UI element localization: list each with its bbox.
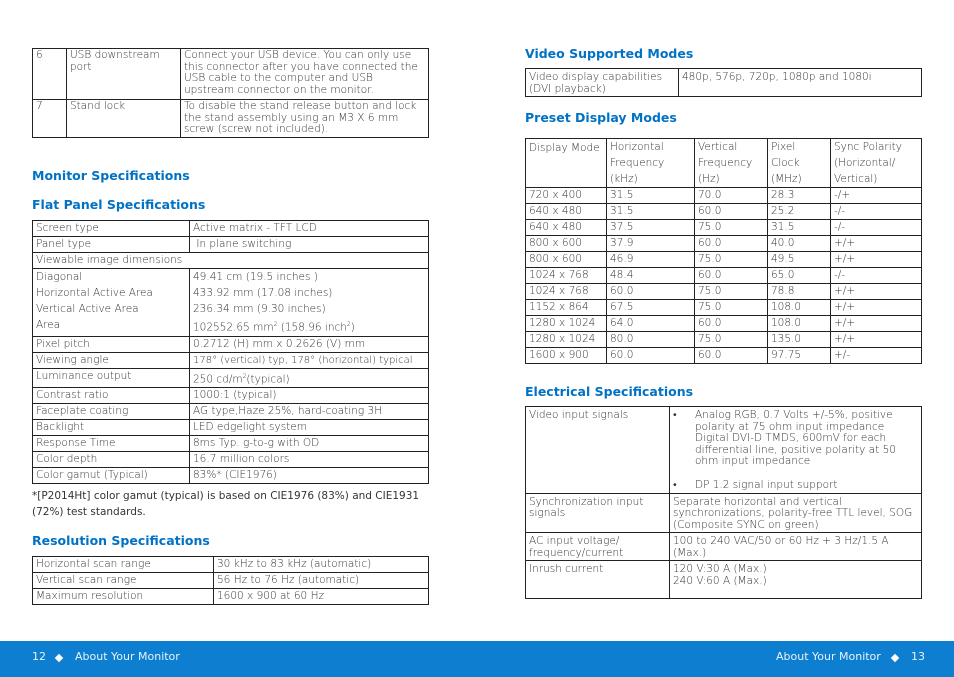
table-cell: 640 x 480 [526,204,607,220]
table-cell: 60.0 [695,348,768,364]
spec-value: 16.7 million colors [190,452,429,468]
spec-label: Color gamut (Typical) [33,468,190,484]
spec-value-text: In plane switching [196,238,292,250]
table-row [526,407,922,494]
table-row [526,236,922,252]
column-header: Sync Polarity (Horizontal/ Vertical) [831,139,922,188]
video-modes-heading: Video Supported Modes [525,46,694,61]
spec-value: 236.34 mm (9.30 inches) [193,303,326,315]
table-row [33,404,429,420]
connector-number: 7 [33,100,67,138]
spec-label: Synchronization input signals [526,493,670,533]
column-header: Vertical Frequency (Hz) [695,139,768,188]
spec-value: 480p, 576p, 720p, 1080p and 1080i [679,69,922,97]
spec-value: Active matrix - TFT LCD [190,221,429,237]
right-page-number: 13 [911,650,925,663]
table-cell: 1280 x 1024 [526,316,607,332]
table-cell: 800 x 600 [526,252,607,268]
table-row [526,188,922,204]
area-inch: (158.96 inch [277,321,347,334]
right-footer-title: About Your Monitor [776,650,881,663]
table-row [33,49,429,100]
left-page-number: 12 [32,650,46,663]
table-row [33,589,429,605]
table-row [33,237,429,253]
table-row [33,253,429,269]
table-cell: +/+ [831,316,922,332]
spec-label: Horizontal scan range [33,557,214,573]
table-cell: 65.0 [768,268,831,284]
spec-value: 49.41 cm (19.5 inches ) [193,271,318,283]
spec-label: Luminance output [33,368,190,388]
table-row [526,316,922,332]
superscript: 2 [346,321,351,328]
table-cell: 75.0 [695,284,768,300]
column-header: Horizontal Frequency (kHz) [607,139,695,188]
table-row [33,468,429,484]
table-cell: 720 x 400 [526,188,607,204]
flat-panel-table [32,220,429,484]
spec-label: Pixel pitch [33,336,190,352]
spec-value: AG type,Haze 25%, hard-coating 3H [190,404,429,420]
bullet-item [673,480,918,492]
spec-value: Separate horizontal and vertical synchronizations, polarity-free TTL level, SOG (Composite SYNC on green) [670,493,922,533]
spec-label: Viewable image dimensions [33,253,429,269]
spec-value: 178° (vertical) typ, 178° (horizontal) typical [190,352,429,368]
spec-label: Contrast ratio [33,388,190,404]
table-row [33,368,429,388]
table-cell: 78.8 [768,284,831,300]
spec-value [190,368,429,388]
table-cell: 1152 x 864 [526,300,607,316]
spec-value: 8ms Typ. g-to-g with OD [190,436,429,452]
spec-value: 1000:1 (typical) [190,388,429,404]
table-row [33,336,429,352]
connector-name: USB downstream port [67,49,181,100]
spec-label: Vertical scan range [33,573,214,589]
table-row [526,220,922,236]
table-row [526,204,922,220]
table-row [526,493,922,533]
table-cell: 60.0 [607,348,695,364]
table-row [33,352,429,368]
table-row [33,452,429,468]
table-cell: 1280 x 1024 [526,332,607,348]
spec-label: Video input signals [526,407,670,494]
connector-name: Stand lock [67,100,181,138]
table-cell: 37.5 [607,220,695,236]
connector-description: Connect your USB device. You can only use this connector after you have connected the USB cable to the computer and USB upstream connector on the monitor. [181,49,429,100]
spec-value: 56 Hz to 76 Hz (automatic) [214,573,429,589]
table-cell: 640 x 480 [526,220,607,236]
table-cell: 97.75 [768,348,831,364]
table-cell: +/+ [831,236,922,252]
spec-value [670,407,922,494]
table-cell: +/- [831,348,922,364]
spec-value [190,237,429,253]
inrush-value: 240 V:60 A (Max.) [673,574,767,587]
luminance-value: 250 cd/m [193,373,243,385]
table-row [33,100,429,138]
video-modes-table [525,68,922,97]
superscript: 2 [242,372,247,380]
spec-label: Panel type [33,237,190,253]
bullet-icon: • [673,409,677,421]
superscript: 2 [273,321,278,328]
table-cell: 25.2 [768,204,831,220]
table-cell: 60.0 [695,316,768,332]
preset-rows [526,188,922,364]
resolution-heading: Resolution Specifications [32,533,210,548]
bullet-icon: • [673,479,677,491]
table-cell: 37.9 [607,236,695,252]
electrical-table [525,406,922,599]
diamond-icon [55,654,63,662]
table-cell: 46.9 [607,252,695,268]
table-cell: 28.3 [768,188,831,204]
inrush-value: 120 V:30 A (Max.) [673,563,767,575]
table-cell: -/- [831,204,922,220]
table-cell: 800 x 600 [526,236,607,252]
table-row [526,348,922,364]
table-cell: 108.0 [768,316,831,332]
spec-label: Viewing angle [33,352,190,368]
table-cell: 1024 x 768 [526,268,607,284]
electrical-heading: Electrical Specifications [525,384,694,399]
spec-label: Diagonal [36,271,83,283]
spec-label: Video display capabilities (DVI playback) [526,69,679,97]
spec-label: Vertical Active Area [36,303,139,315]
table-row [33,573,429,589]
area-mm: 102552.65 mm [193,321,274,334]
diamond-icon [891,654,899,662]
table-cell: 60.0 [695,204,768,220]
bullet-text: DP 1.2 signal input support [695,479,838,491]
luminance-end: (typical) [246,373,290,385]
table-cell: 135.0 [768,332,831,348]
table-row [33,436,429,452]
table-row [33,221,429,237]
table-cell: +/+ [831,252,922,268]
table-header-row [526,139,922,188]
column-header: Display Mode [526,139,607,188]
area-end: ) [350,321,355,334]
table-cell: 75.0 [695,252,768,268]
table-cell: 31.5 [607,188,695,204]
table-row [33,420,429,436]
connector-description: To disable the stand release button and lock the stand assembly using an M3 X 6 mm screw (screw not included). [181,100,429,138]
table-cell: 31.5 [607,204,695,220]
table-cell: 60.0 [607,284,695,300]
flat-panel-heading: Flat Panel Specifications [32,197,206,212]
monitor-specifications-heading: Monitor Specifications [32,168,190,183]
table-cell: 80.0 [607,332,695,348]
resolution-table [32,556,429,605]
spec-label: Horizontal Active Area [36,287,153,299]
spec-label: Color depth [33,452,190,468]
spec-label: Response Time [33,436,190,452]
spec-label: Screen type [33,221,190,237]
preset-modes-heading: Preset Display Modes [525,110,677,125]
table-row [33,388,429,404]
spec-label: Area [36,319,61,331]
spec-label: Maximum resolution [33,589,214,605]
spec-value: 1600 x 900 at 60 Hz [214,589,429,605]
table-cell: 1600 x 900 [526,348,607,364]
table-cell: 75.0 [695,332,768,348]
spec-value: 100 to 240 VAC/50 or 60 Hz + 3 Hz/1.5 A (Max.) [670,533,922,561]
table-row [33,557,429,573]
spec-label: Backlight [33,420,190,436]
table-cell: 60.0 [695,268,768,284]
table-cell: +/+ [831,284,922,300]
table-row [526,561,922,599]
preset-modes-table [525,138,922,364]
table-cell: 64.0 [607,316,695,332]
table-cell: 75.0 [695,220,768,236]
column-header: Pixel Clock (MHz) [768,139,831,188]
spec-label-group [33,269,190,337]
table-row [526,533,922,561]
table-cell: +/+ [831,300,922,316]
table-row [526,252,922,268]
table-row [526,300,922,316]
spec-label: AC input voltage/ frequency/current [526,533,670,561]
table-row [526,284,922,300]
connector-number: 6 [33,49,67,100]
spec-value [670,561,922,599]
table-cell: 67.5 [607,300,695,316]
bullet-text: Analog RGB, 0.7 Volts +/-5%, positive polarity at 75 ohm input impedance Digital DVI-D TMDS, 600mV for each differential line, positive polarity at 50 ohm input impedance [695,409,896,467]
connector-table [32,48,429,138]
left-footer-title: About Your Monitor [75,650,180,663]
page-footer [0,641,954,677]
spec-value: 30 kHz to 83 kHz (automatic) [214,557,429,573]
spec-value: 0.2712 (H) mm x 0.2626 (V) mm [190,336,429,352]
color-gamut-footnote: *[P2014Ht] color gamut (typical) is based on CIE1976 (83%) and CIE1931 (72%) test standards. [32,490,420,518]
table-cell: 108.0 [768,300,831,316]
bullet-item [673,410,918,480]
table-cell: 40.0 [768,236,831,252]
spec-value: 433.92 mm (17.08 inches) [193,287,333,299]
spec-label: Faceplate coating [33,404,190,420]
table-cell: 1024 x 768 [526,284,607,300]
spec-value: LED edgelight system [190,420,429,436]
spec-value: 83%* (CIE1976) [190,468,429,484]
table-cell: 75.0 [695,300,768,316]
table-cell: +/+ [831,332,922,348]
spec-value-area [193,317,425,336]
table-cell: 49.5 [768,252,831,268]
table-row [33,269,429,337]
table-cell: -/- [831,220,922,236]
table-row [526,69,922,97]
table-cell: -/- [831,268,922,284]
table-cell: 60.0 [695,236,768,252]
table-row [526,332,922,348]
table-cell: -/+ [831,188,922,204]
table-cell: 48.4 [607,268,695,284]
table-cell: 70.0 [695,188,768,204]
spec-value-group [190,269,429,337]
table-cell: 31.5 [768,220,831,236]
table-row [526,268,922,284]
spec-label: Inrush current [526,561,670,599]
